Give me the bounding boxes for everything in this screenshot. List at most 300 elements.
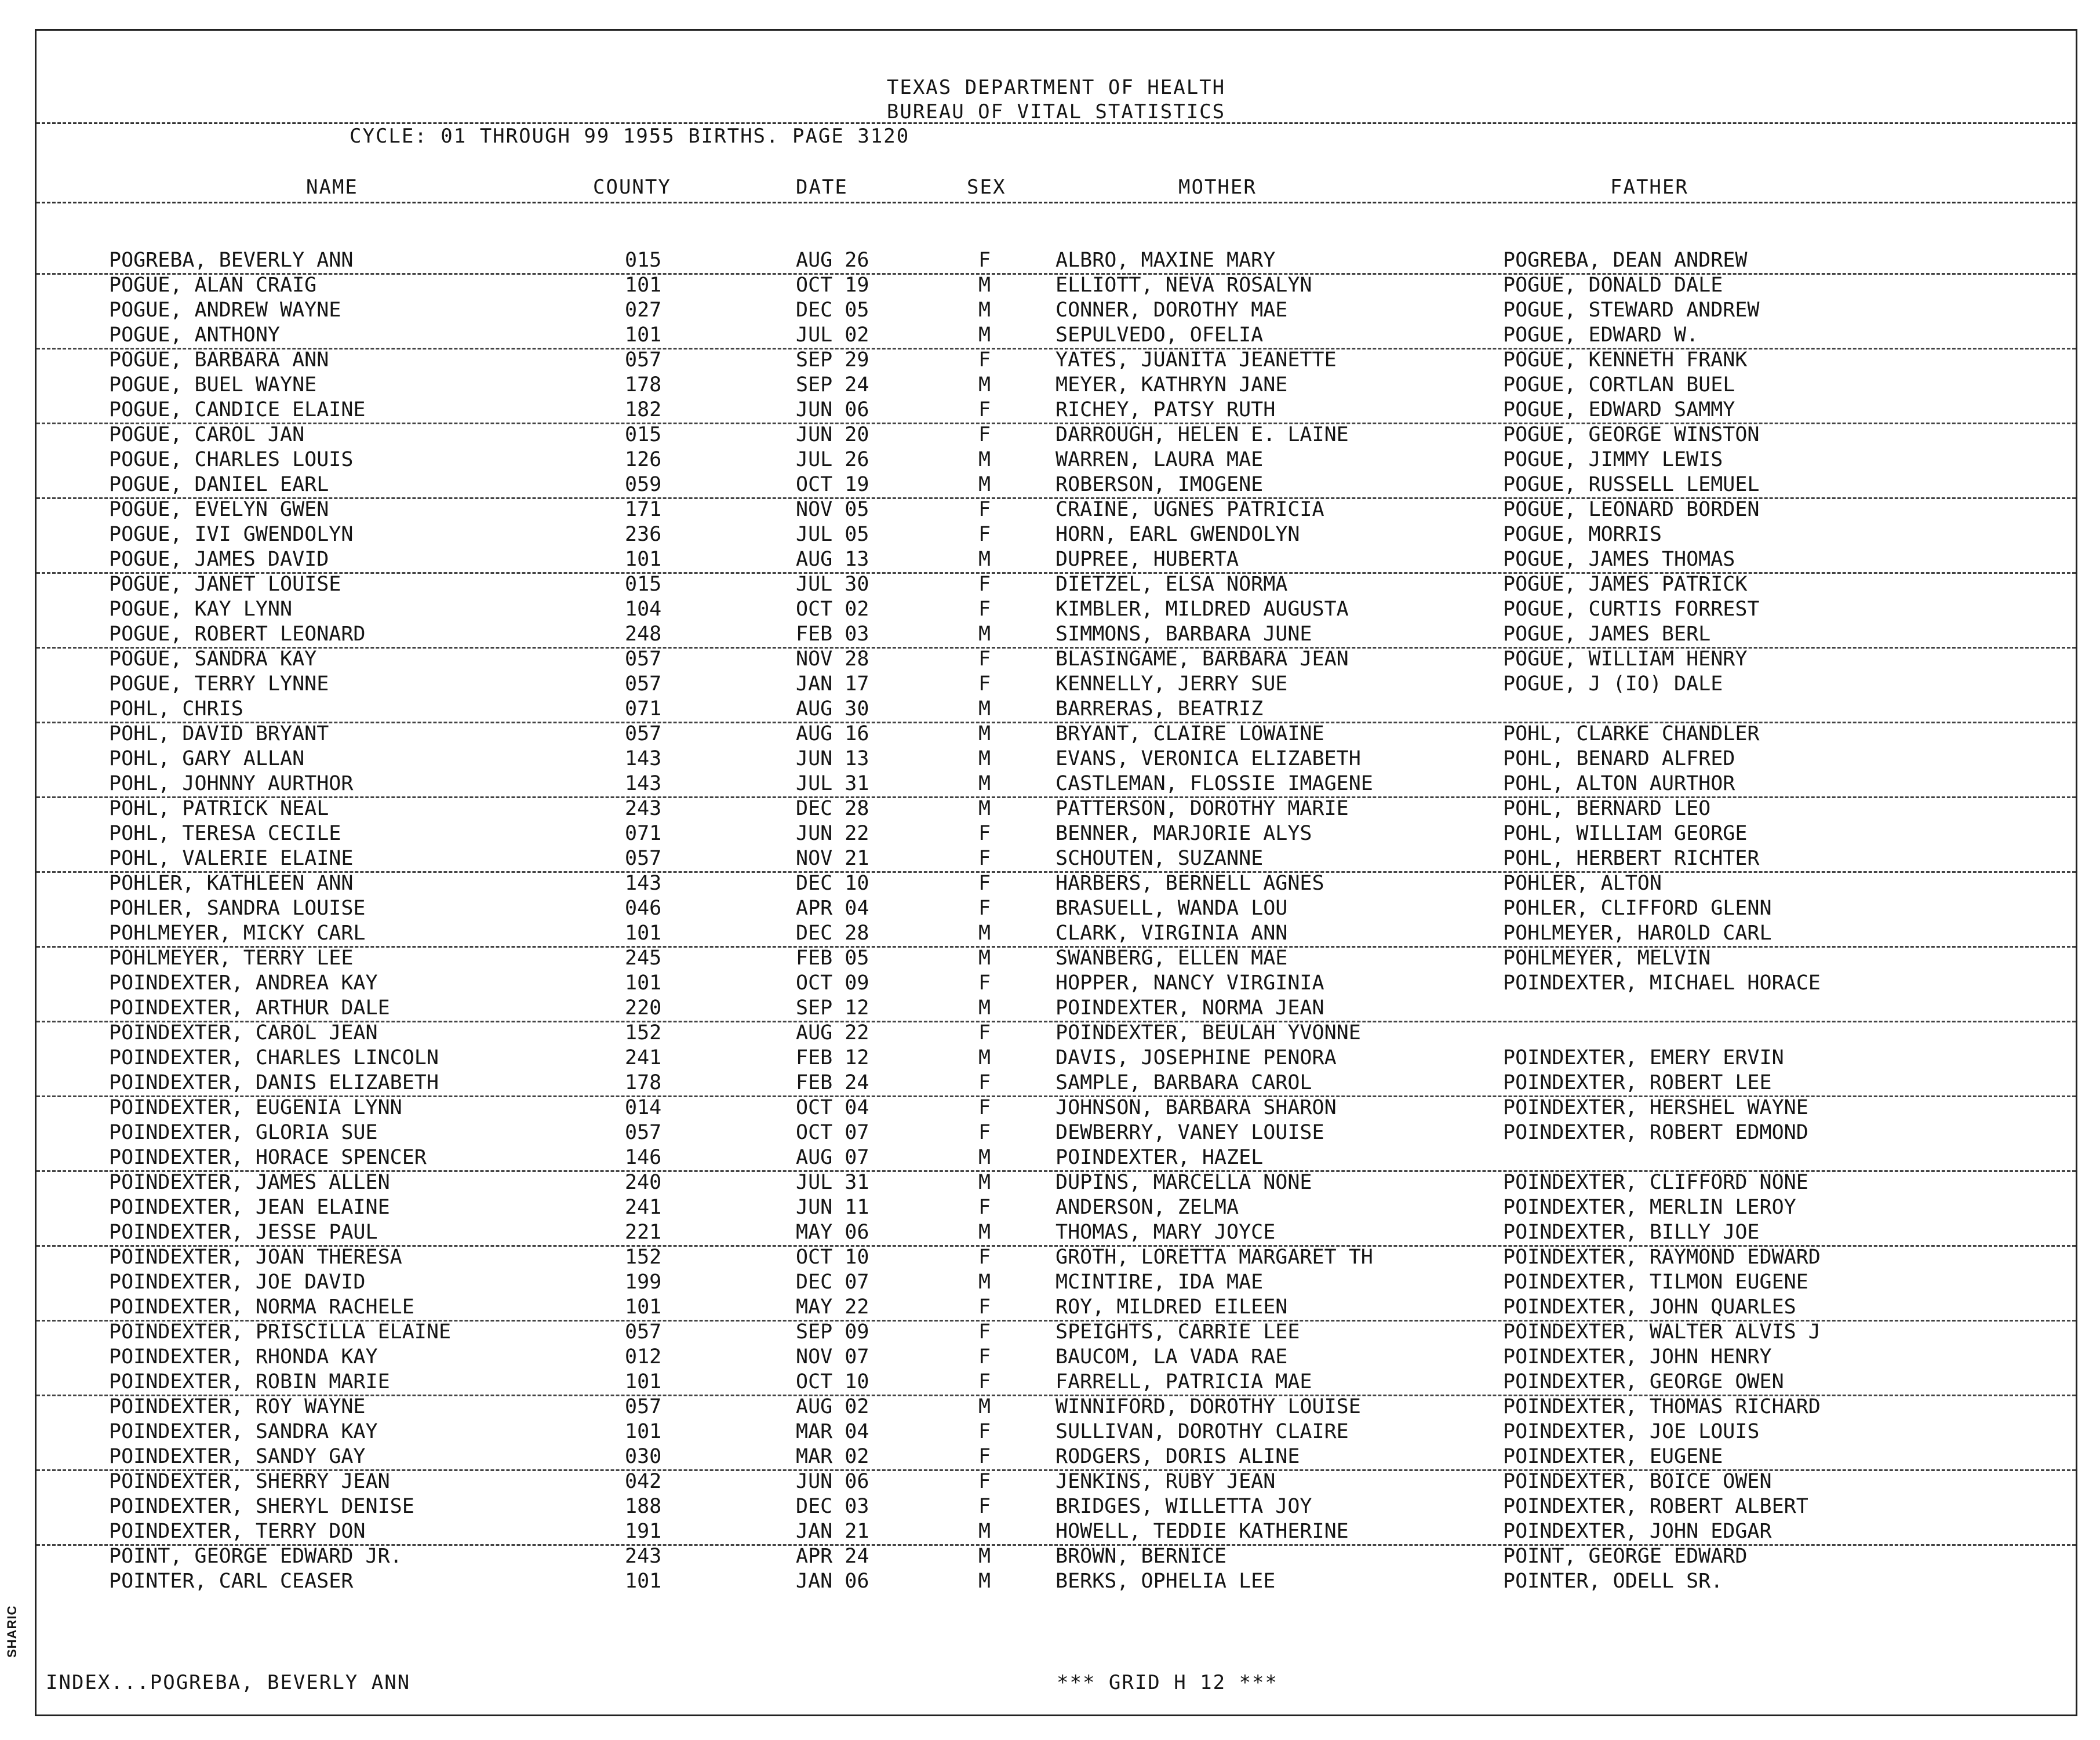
cell-county: 027 — [625, 299, 662, 322]
cell-mother: SCHOUTEN, SUZANNE — [1056, 847, 1264, 870]
table-row — [37, 1469, 2076, 1494]
cell-sex: F — [978, 1096, 991, 1119]
table-row — [37, 1220, 2076, 1247]
cell-county: 015 — [625, 423, 662, 446]
cell-date: AUG 22 — [796, 1021, 869, 1044]
cell-mother: HORN, EARL GWENDOLYN — [1056, 523, 1300, 546]
cell-name: POGUE, ROBERT LEONARD — [109, 623, 366, 646]
cell-father: POGUE, J (IO) DALE — [1503, 672, 1723, 696]
cell-date: JUL 05 — [796, 523, 869, 546]
cell-county: 143 — [625, 772, 662, 795]
cell-father: POHL, CLARKE CHANDLER — [1503, 722, 1760, 745]
cell-father: POINDEXTER, EUGENE — [1503, 1445, 1723, 1468]
table-row — [37, 1370, 2076, 1396]
grid-footer: *** GRID H 12 *** — [1057, 1671, 1278, 1694]
table-row — [37, 1494, 2076, 1519]
cell-sex: F — [978, 1420, 991, 1443]
table-row — [37, 722, 2076, 747]
cell-county: 071 — [625, 822, 662, 845]
cell-sex: F — [978, 1246, 991, 1269]
cell-county: 071 — [625, 697, 662, 720]
cell-county: 152 — [625, 1246, 662, 1269]
cell-sex: F — [978, 573, 991, 596]
cell-mother: BAUCOM, LA VADA RAE — [1056, 1345, 1288, 1368]
cell-name: POGUE, EVELYN GWEN — [109, 498, 329, 521]
cell-county: 104 — [625, 598, 662, 621]
table-row — [37, 946, 2076, 971]
cell-county: 046 — [625, 897, 662, 920]
bureau-title: BUREAU OF VITAL STATISTICS — [886, 100, 1226, 123]
table-row — [37, 896, 2076, 921]
cell-name: POINDEXTER, SHERYL DENISE — [109, 1495, 414, 1518]
table-row — [37, 1021, 2076, 1046]
table-row — [37, 796, 2076, 821]
cell-county: 101 — [625, 1420, 662, 1443]
cell-mother: POINDEXTER, BEULAH YVONNE — [1056, 1021, 1361, 1044]
table-row — [37, 572, 2076, 597]
cell-date: SEP 24 — [796, 373, 869, 396]
cell-name: POINTER, CARL CEASER — [109, 1570, 354, 1593]
cell-father: POHL, ALTON AURTHOR — [1503, 772, 1735, 795]
cell-name: POGUE, DANIEL EARL — [109, 473, 329, 496]
cell-father: POGUE, STEWARD ANDREW — [1503, 299, 1760, 322]
cell-father: POINDEXTER, THOMAS RICHARD — [1503, 1395, 1821, 1418]
header-rule — [37, 122, 2076, 124]
table-row — [37, 348, 2076, 373]
cell-mother: HOWELL, TEDDIE KATHERINE — [1056, 1520, 1349, 1543]
cell-father: POINDEXTER, EMERY ERVIN — [1503, 1046, 1784, 1069]
column-header-mother: MOTHER — [1178, 176, 1257, 199]
cell-father: POGUE, DONALD DALE — [1503, 274, 1723, 297]
cell-name: POINDEXTER, CHARLES LINCOLN — [109, 1046, 439, 1069]
table-row — [37, 622, 2076, 649]
cell-sex: F — [978, 1295, 991, 1319]
cell-date: MAR 02 — [796, 1445, 869, 1468]
cell-sex: F — [978, 672, 991, 696]
cell-father: POGUE, WILLIAM HENRY — [1503, 647, 1748, 671]
cell-mother: BENNER, MARJORIE ALYS — [1056, 822, 1312, 845]
table-row — [37, 472, 2076, 499]
cell-mother: RODGERS, DORIS ALINE — [1056, 1445, 1300, 1468]
table-row — [37, 1120, 2076, 1145]
cell-county: 014 — [625, 1096, 662, 1119]
cell-date: JUN 22 — [796, 822, 869, 845]
cell-mother: HOPPER, NANCY VIRGINIA — [1056, 971, 1324, 995]
cell-sex: F — [978, 971, 991, 995]
cell-father: POGUE, LEONARD BORDEN — [1503, 498, 1760, 521]
cell-name: POGUE, CAROL JAN — [109, 423, 305, 446]
cell-sex: M — [978, 1046, 991, 1069]
cell-father: POINDEXTER, MICHAEL HORACE — [1503, 971, 1821, 995]
document-frame — [35, 29, 2077, 1716]
cell-date: OCT 07 — [796, 1121, 869, 1144]
cell-mother: PATTERSON, DOROTHY MARIE — [1056, 797, 1349, 820]
cell-mother: SPEIGHTS, CARRIE LEE — [1056, 1320, 1300, 1344]
table-row — [37, 971, 2076, 996]
cell-sex: M — [978, 1545, 991, 1568]
cell-father: POGUE, JAMES THOMAS — [1503, 548, 1735, 571]
cell-county: 191 — [625, 1520, 662, 1543]
cell-mother: BRYANT, CLAIRE LOWAINE — [1056, 722, 1324, 745]
cell-date: OCT 10 — [796, 1370, 869, 1393]
cell-mother: FARRELL, PATRICIA MAE — [1056, 1370, 1312, 1393]
cell-mother: DUPINS, MARCELLA NONE — [1056, 1171, 1312, 1194]
cell-name: POINDEXTER, JEAN ELAINE — [109, 1196, 390, 1219]
cell-name: POINDEXTER, RHONDA KAY — [109, 1345, 378, 1368]
cell-name: POGUE, CANDICE ELAINE — [109, 398, 366, 421]
cell-mother: ROY, MILDRED EILEEN — [1056, 1295, 1288, 1319]
cell-mother: BERKS, OPHELIA LEE — [1056, 1570, 1276, 1593]
table-row — [37, 1145, 2076, 1172]
cell-name: POHL, VALERIE ELAINE — [109, 847, 354, 870]
cell-mother: RICHEY, PATSY RUTH — [1056, 398, 1276, 421]
cell-name: POHLMEYER, TERRY LEE — [109, 947, 354, 970]
cell-date: JUN 20 — [796, 423, 869, 446]
cell-father: POINDEXTER, CLIFFORD NONE — [1503, 1171, 1808, 1194]
table-row — [37, 821, 2076, 846]
cell-date: JAN 06 — [796, 1570, 869, 1593]
cell-name: POGUE, IVI GWENDOLYN — [109, 523, 354, 546]
cell-father: POINDEXTER, JOE LOUIS — [1503, 1420, 1760, 1443]
cell-father: POGUE, JAMES BERL — [1503, 623, 1711, 646]
department-title: TEXAS DEPARTMENT OF HEALTH — [886, 76, 1226, 99]
cell-date: DEC 05 — [796, 299, 869, 322]
cell-sex: M — [978, 323, 991, 347]
cell-sex: M — [978, 947, 991, 970]
cell-mother: ROBERSON, IMOGENE — [1056, 473, 1264, 496]
cell-county: 101 — [625, 548, 662, 571]
table-row — [37, 547, 2076, 574]
cell-date: OCT 09 — [796, 971, 869, 995]
table-row — [37, 747, 2076, 771]
cell-father: POINDEXTER, MERLIN LEROY — [1503, 1196, 1796, 1219]
cell-date: FEB 24 — [796, 1071, 869, 1094]
table-row — [37, 1519, 2076, 1546]
cell-date: JUN 06 — [796, 398, 869, 421]
cell-date: JAN 21 — [796, 1520, 869, 1543]
table-row — [37, 846, 2076, 873]
cell-father: POINDEXTER, JOHN HENRY — [1503, 1345, 1772, 1368]
cell-sex: F — [978, 1470, 991, 1493]
cell-name: POINDEXTER, ROBIN MARIE — [109, 1370, 390, 1393]
cell-date: SEP 29 — [796, 348, 869, 372]
cell-mother: CRAINE, UGNES PATRICIA — [1056, 498, 1324, 521]
cell-sex: M — [978, 1271, 991, 1294]
cell-sex: F — [978, 1345, 991, 1368]
cell-name: POGUE, JAMES DAVID — [109, 548, 329, 571]
cell-father: POINT, GEORGE EDWARD — [1503, 1545, 1748, 1568]
cell-date: MAY 22 — [796, 1295, 869, 1319]
cell-name: POHL, JOHNNY AURTHOR — [109, 772, 354, 795]
cell-sex: F — [978, 822, 991, 845]
cell-county: 015 — [625, 573, 662, 596]
cell-father: POINDEXTER, JOHN EDGAR — [1503, 1520, 1772, 1543]
cell-date: JUL 30 — [796, 573, 869, 596]
cell-mother: WARREN, LAURA MAE — [1056, 448, 1264, 471]
cell-name: POINDEXTER, PRISCILLA ELAINE — [109, 1320, 452, 1344]
cell-mother: ELLIOTT, NEVA ROSALYN — [1056, 274, 1312, 297]
cell-date: APR 24 — [796, 1545, 869, 1568]
cell-date: DEC 03 — [796, 1495, 869, 1518]
table-row — [37, 996, 2076, 1022]
cell-mother: SULLIVAN, DOROTHY CLAIRE — [1056, 1420, 1349, 1443]
cell-sex: F — [978, 1320, 991, 1344]
cell-mother: SEPULVEDO, OFELIA — [1056, 323, 1264, 347]
cell-county: 221 — [625, 1221, 662, 1244]
cell-father: POINDEXTER, JOHN QUARLES — [1503, 1295, 1796, 1319]
cell-county: 101 — [625, 1570, 662, 1593]
cell-name: POGUE, BUEL WAYNE — [109, 373, 317, 396]
cell-county: 143 — [625, 747, 662, 770]
table-row — [37, 1320, 2076, 1345]
cell-sex: F — [978, 1021, 991, 1044]
cell-mother: CASTLEMAN, FLOSSIE IMAGENE — [1056, 772, 1373, 795]
cell-sex: M — [978, 922, 991, 945]
cell-mother: DEWBERRY, VANEY LOUISE — [1056, 1121, 1324, 1144]
cell-father: POHL, HERBERT RICHTER — [1503, 847, 1760, 870]
cell-name: POGUE, ANDREW WAYNE — [109, 299, 341, 322]
cell-county: 178 — [625, 1071, 662, 1094]
cell-county: 057 — [625, 1320, 662, 1344]
cell-name: POINDEXTER, JESSE PAUL — [109, 1221, 378, 1244]
cell-sex: M — [978, 299, 991, 322]
cell-father: POHLMEYER, MELVIN — [1503, 947, 1711, 970]
index-footer: INDEX...POGREBA, BEVERLY ANN — [46, 1671, 411, 1694]
cell-mother: KIMBLER, MILDRED AUGUSTA — [1056, 598, 1349, 621]
cell-father: POGUE, CURTIS FORREST — [1503, 598, 1760, 621]
cell-name: POINDEXTER, TERRY DON — [109, 1520, 366, 1543]
cell-sex: M — [978, 473, 991, 496]
cell-county: 057 — [625, 348, 662, 372]
cell-date: OCT 04 — [796, 1096, 869, 1119]
cell-date: DEC 07 — [796, 1271, 869, 1294]
cell-county: 101 — [625, 1295, 662, 1319]
cell-date: OCT 10 — [796, 1246, 869, 1269]
cell-name: POGUE, ALAN CRAIG — [109, 274, 317, 297]
cell-county: 199 — [625, 1271, 662, 1294]
cell-county: 057 — [625, 672, 662, 696]
table-row — [37, 1419, 2076, 1444]
cell-sex: F — [978, 1196, 991, 1219]
cell-name: POHL, TERESA CECILE — [109, 822, 341, 845]
cell-mother: BRASUELL, WANDA LOU — [1056, 897, 1288, 920]
cell-mother: MEYER, KATHRYN JANE — [1056, 373, 1288, 396]
cell-sex: F — [978, 647, 991, 671]
cell-mother: DAVIS, JOSEPHINE PENORA — [1056, 1046, 1337, 1069]
cell-date: NOV 05 — [796, 498, 869, 521]
cell-father: POINDEXTER, HERSHEL WAYNE — [1503, 1096, 1808, 1119]
cell-father: POGUE, CORTLAN BUEL — [1503, 373, 1735, 396]
table-row — [37, 1170, 2076, 1195]
table-row — [37, 921, 2076, 948]
cell-father: POGUE, JIMMY LEWIS — [1503, 448, 1723, 471]
cell-father: POGUE, JAMES PATRICK — [1503, 573, 1748, 596]
cell-father: POINDEXTER, TILMON EUGENE — [1503, 1271, 1808, 1294]
cell-name: POINDEXTER, ANDREA KAY — [109, 971, 378, 995]
cell-father: POINDEXTER, GEORGE OWEN — [1503, 1370, 1784, 1393]
cell-date: NOV 07 — [796, 1345, 869, 1368]
cell-father: POINDEXTER, BOICE OWEN — [1503, 1470, 1772, 1493]
cell-county: 059 — [625, 473, 662, 496]
table-row — [37, 1195, 2076, 1220]
cell-father: POHL, WILLIAM GEORGE — [1503, 822, 1748, 845]
cell-sex: M — [978, 996, 991, 1020]
table-row — [37, 522, 2076, 547]
cell-date: OCT 19 — [796, 473, 869, 496]
cell-county: 243 — [625, 797, 662, 820]
cell-date: FEB 03 — [796, 623, 869, 646]
cell-county: 012 — [625, 1345, 662, 1368]
cell-date: JUL 02 — [796, 323, 869, 347]
column-header-father: FATHER — [1610, 176, 1688, 199]
cell-sex: F — [978, 1495, 991, 1518]
cell-mother: WINNIFORD, DOROTHY LOUISE — [1056, 1395, 1361, 1418]
cell-mother: ALBRO, MAXINE MARY — [1056, 249, 1276, 272]
cell-sex: F — [978, 847, 991, 870]
cell-father: POHL, BERNARD LEO — [1503, 797, 1711, 820]
cell-county: 146 — [625, 1146, 662, 1169]
cell-father: POGUE, EDWARD W. — [1503, 323, 1699, 347]
cell-county: 101 — [625, 971, 662, 995]
cell-name: POGREBA, BEVERLY ANN — [109, 249, 354, 272]
cell-county: 057 — [625, 1395, 662, 1418]
cell-county: 101 — [625, 323, 662, 347]
table-row — [37, 1395, 2076, 1419]
cell-mother: HARBERS, BERNELL AGNES — [1056, 872, 1324, 895]
cell-date: AUG 26 — [796, 249, 869, 272]
table-row — [37, 697, 2076, 723]
cell-name: POHLER, SANDRA LOUISE — [109, 897, 366, 920]
cell-name: POINDEXTER, JAMES ALLEN — [109, 1171, 390, 1194]
cell-father: POHLER, CLIFFORD GLENN — [1503, 897, 1772, 920]
cell-sex: M — [978, 373, 991, 396]
column-header-county: COUNTY — [593, 176, 671, 199]
cell-father: POINDEXTER, ROBERT ALBERT — [1503, 1495, 1808, 1518]
cell-mother: SWANBERG, ELLEN MAE — [1056, 947, 1288, 970]
table-row — [37, 298, 2076, 323]
cell-sex: F — [978, 398, 991, 421]
cell-father: POHLER, ALTON — [1503, 872, 1662, 895]
cell-mother: BARRERAS, BEATRIZ — [1056, 697, 1264, 720]
cell-mother: THOMAS, MARY JOYCE — [1056, 1221, 1276, 1244]
cell-mother: CLARK, VIRGINIA ANN — [1056, 922, 1288, 945]
cell-name: POINDEXTER, HORACE SPENCER — [109, 1146, 427, 1169]
cell-father: POGUE, MORRIS — [1503, 523, 1662, 546]
cell-county: 057 — [625, 647, 662, 671]
cell-name: POGUE, ANTHONY — [109, 323, 281, 347]
cell-name: POGUE, JANET LOUISE — [109, 573, 341, 596]
cell-county: 057 — [625, 722, 662, 745]
cell-father: POINDEXTER, ROBERT LEE — [1503, 1071, 1772, 1094]
table-row — [37, 1569, 2076, 1594]
cell-name: POHLER, KATHLEEN ANN — [109, 872, 354, 895]
cell-father: POGUE, KENNETH FRANK — [1503, 348, 1748, 372]
cell-date: FEB 12 — [796, 1046, 869, 1069]
side-label: SHARIC — [5, 1605, 19, 1658]
cell-name: POINT, GEORGE EDWARD JR. — [109, 1545, 402, 1568]
cell-date: JAN 17 — [796, 672, 869, 696]
cell-county: 245 — [625, 947, 662, 970]
table-row — [37, 871, 2076, 896]
cell-county: 241 — [625, 1196, 662, 1219]
cell-date: JUL 31 — [796, 772, 869, 795]
cell-mother: DUPREE, HUBERTA — [1056, 548, 1239, 571]
cell-name: POINDEXTER, CAROL JEAN — [109, 1021, 378, 1044]
table-row — [37, 1071, 2076, 1097]
cell-sex: M — [978, 697, 991, 720]
cell-sex: M — [978, 1221, 991, 1244]
cell-name: POHL, GARY ALLAN — [109, 747, 305, 770]
cell-date: AUG 07 — [796, 1146, 869, 1169]
table-row — [37, 1345, 2076, 1370]
table-row — [37, 771, 2076, 798]
table-row — [37, 1245, 2076, 1270]
cell-name: POGUE, SANDRA KAY — [109, 647, 317, 671]
cell-sex: F — [978, 423, 991, 446]
cell-date: SEP 12 — [796, 996, 869, 1020]
cell-name: POINDEXTER, NORMA RACHELE — [109, 1295, 414, 1319]
cell-father: POGUE, EDWARD SAMMY — [1503, 398, 1735, 421]
table-row — [37, 1046, 2076, 1071]
cell-sex: M — [978, 772, 991, 795]
cell-county: 057 — [625, 1121, 662, 1144]
cell-date: OCT 02 — [796, 598, 869, 621]
table-row — [37, 423, 2076, 447]
cell-date: AUG 02 — [796, 1395, 869, 1418]
cell-sex: M — [978, 623, 991, 646]
cell-sex: F — [978, 598, 991, 621]
cell-mother: MCINTIRE, IDA MAE — [1056, 1271, 1264, 1294]
cell-name: POHL, PATRICK NEAL — [109, 797, 329, 820]
cell-date: NOV 28 — [796, 647, 869, 671]
cell-sex: F — [978, 1121, 991, 1144]
cell-father: POHLMEYER, HAROLD CARL — [1503, 922, 1772, 945]
cell-father: POINDEXTER, BILLY JOE — [1503, 1221, 1760, 1244]
column-header-date: DATE — [796, 176, 848, 199]
cell-name: POINDEXTER, GLORIA SUE — [109, 1121, 378, 1144]
cell-county: 143 — [625, 872, 662, 895]
table-row — [37, 1095, 2076, 1120]
cell-mother: GROTH, LORETTA MARGARET TH — [1056, 1246, 1373, 1269]
cell-county: 182 — [625, 398, 662, 421]
table-row — [37, 373, 2076, 398]
cell-county: 220 — [625, 996, 662, 1020]
cell-mother: POINDEXTER, HAZEL — [1056, 1146, 1264, 1169]
cell-mother: EVANS, VERONICA ELIZABETH — [1056, 747, 1361, 770]
table-row — [37, 647, 2076, 672]
cell-county: 240 — [625, 1171, 662, 1194]
cell-county: 015 — [625, 249, 662, 272]
table-row — [37, 447, 2076, 472]
cell-sex: F — [978, 249, 991, 272]
cell-father: POGREBA, DEAN ANDREW — [1503, 249, 1748, 272]
cell-father: POINDEXTER, WALTER ALVIS J — [1503, 1320, 1821, 1344]
cell-sex: M — [978, 1146, 991, 1169]
cell-date: JUN 13 — [796, 747, 869, 770]
cell-date: DEC 10 — [796, 872, 869, 895]
column-header-rule — [37, 202, 2076, 203]
cell-mother: ANDERSON, ZELMA — [1056, 1196, 1239, 1219]
cell-name: POINDEXTER, DANIS ELIZABETH — [109, 1071, 439, 1094]
cell-date: APR 04 — [796, 897, 869, 920]
cell-father: POHL, BENARD ALFRED — [1503, 747, 1735, 770]
cell-date: MAY 06 — [796, 1221, 869, 1244]
cell-name: POHL, DAVID BRYANT — [109, 722, 329, 745]
table-row — [37, 497, 2076, 522]
cell-father: POGUE, RUSSELL LEMUEL — [1503, 473, 1760, 496]
cell-name: POINDEXTER, SHERRY JEAN — [109, 1470, 390, 1493]
cell-county: 152 — [625, 1021, 662, 1044]
